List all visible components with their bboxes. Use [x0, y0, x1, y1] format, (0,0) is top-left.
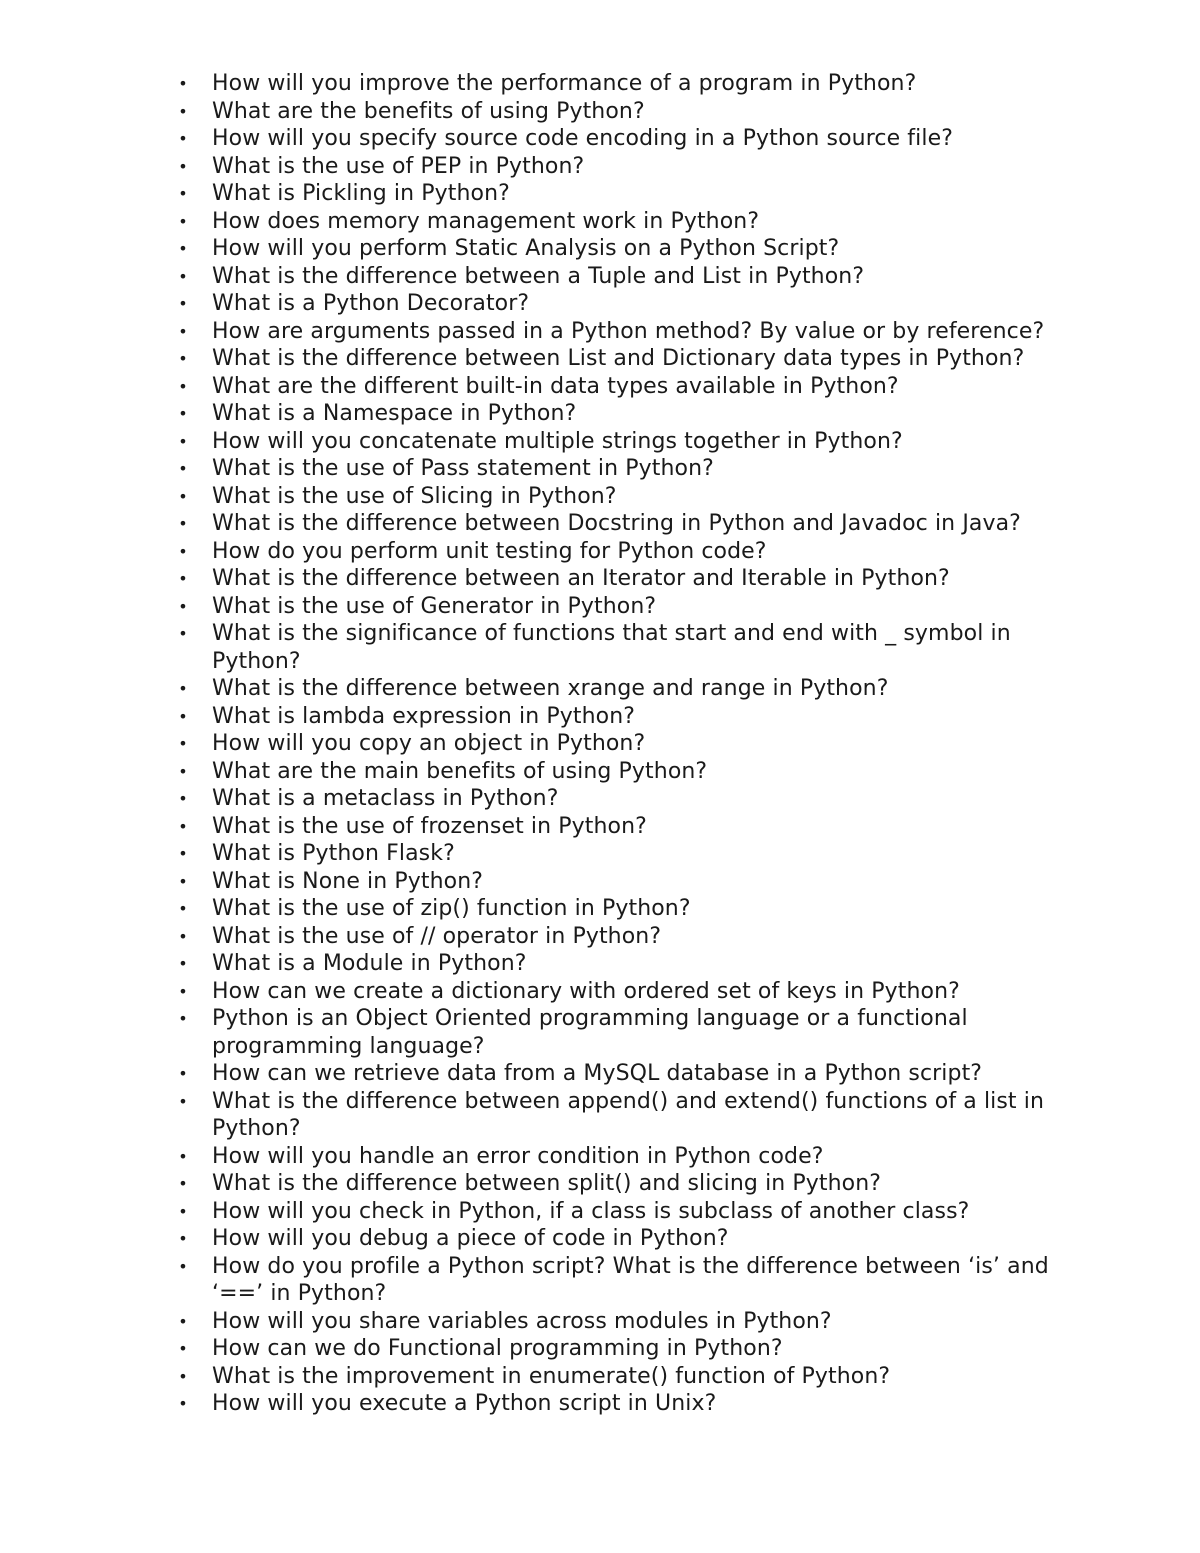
question-text: What is the difference between append() and extend() functions of a list in Python?: [212, 1088, 1045, 1141]
question-text: What is the improvement in enumerate() function of Python?: [212, 1363, 891, 1389]
question-text: What are the different built-in data types available in Python?: [212, 373, 899, 399]
bullet-icon: •: [178, 294, 188, 313]
list-item: [178, 1390, 1072, 1418]
question-text: What is a Module in Python?: [212, 951, 527, 976]
question-text: How will you specify source code encoding in a Python source file?: [212, 126, 953, 151]
bullet-icon: •: [178, 844, 188, 863]
question-text: How will you perform Static Analysis on a Python Script?: [212, 236, 840, 261]
question-text: What is the use of zip() function in Python?: [212, 896, 691, 921]
list-item: [178, 758, 1072, 786]
list-item: [178, 1143, 1072, 1171]
list-item: [178, 1198, 1072, 1226]
list-item: [178, 428, 1072, 456]
bullet-icon: •: [178, 129, 188, 148]
list-item: [178, 868, 1072, 896]
list-item: [178, 455, 1072, 483]
bullet-icon: •: [178, 1366, 188, 1386]
bullet-icon: •: [178, 321, 188, 341]
question-text: What is the difference between List and Dictionary data types in Python?: [212, 346, 1025, 371]
question-text: Python is an Object Oriented programming language or a functional programming language?: [212, 1006, 968, 1059]
bullet-icon: •: [178, 1201, 188, 1221]
question-text: What is the significance of functions that start and end with _ symbol in Python?: [212, 621, 1011, 674]
question-text: How does memory management work in Python?: [212, 208, 760, 234]
bullet-icon: •: [178, 266, 188, 286]
bullet-icon: •: [178, 816, 188, 836]
list-item: [178, 290, 1072, 318]
list-item: [178, 98, 1072, 126]
bullet-icon: •: [178, 514, 188, 533]
list-item: [178, 208, 1072, 236]
bullet-icon: •: [178, 1174, 188, 1193]
bullet-icon: •: [178, 1339, 188, 1358]
bullet-icon: •: [178, 789, 188, 808]
bullet-icon: •: [178, 569, 188, 588]
bullet-icon: •: [178, 211, 188, 231]
list-item: [178, 1335, 1072, 1363]
question-text: What is lambda expression in Python?: [212, 703, 636, 729]
list-item: [178, 538, 1072, 566]
question-text: How do you perform unit testing for Python code?: [212, 538, 767, 564]
question-text: What is a metaclass in Python?: [212, 786, 559, 811]
list-item: [178, 1225, 1072, 1253]
list-item: [178, 950, 1072, 978]
bullet-icon: •: [178, 184, 188, 203]
bullet-icon: •: [178, 926, 188, 946]
question-text: What is the difference between Docstring in Python and Javadoc in Java?: [212, 511, 1021, 536]
question-text: What is the use of Generator in Python?: [212, 593, 657, 619]
list-item: [178, 703, 1072, 731]
question-text: What is the use of PEP in Python?: [212, 153, 585, 179]
bullet-icon: •: [178, 624, 188, 643]
list-item: [178, 70, 1072, 98]
question-text: What is the use of Slicing in Python?: [212, 483, 617, 509]
list-item: [178, 483, 1072, 511]
list-item: [178, 730, 1072, 758]
question-text: How will you improve the performance of a program in Python?: [212, 71, 917, 96]
question-text: How do you profile a Python script? What is the difference between ‘is’ and ‘==’ in Python?: [212, 1253, 1049, 1306]
question-text: What is the use of frozenset in Python?: [212, 813, 647, 839]
list-item: [178, 180, 1072, 208]
list-item: [178, 400, 1072, 428]
question-text: What is the use of // operator in Python?: [212, 923, 662, 949]
question-text: What is a Python Decorator?: [212, 291, 530, 316]
question-text: How can we do Functional programming in Python?: [212, 1336, 783, 1361]
bullet-icon: •: [178, 981, 188, 1001]
bullet-icon: •: [178, 1064, 188, 1083]
question-text: How will you execute a Python script in Unix?: [212, 1391, 717, 1416]
bullet-icon: •: [178, 1256, 188, 1276]
question-text: How can we create a dictionary with ordered set of keys in Python?: [212, 978, 960, 1004]
question-text: What is a Namespace in Python?: [212, 401, 577, 426]
list-item: [178, 978, 1072, 1006]
bullet-icon: •: [178, 239, 188, 258]
list-item: [178, 923, 1072, 951]
bullet-icon: •: [178, 156, 188, 176]
list-item: [178, 620, 1072, 675]
list-item: [178, 565, 1072, 593]
bullet-icon: •: [178, 1146, 188, 1166]
list-item: [178, 345, 1072, 373]
list-item: [178, 675, 1072, 703]
question-text: How will you share variables across modules in Python?: [212, 1308, 832, 1334]
list-item: [178, 510, 1072, 538]
list-item: [178, 1088, 1072, 1143]
question-text: How will you concatenate multiple strings together in Python?: [212, 428, 903, 454]
question-text: What is None in Python?: [212, 868, 484, 894]
bullet-icon: •: [178, 596, 188, 616]
bullet-icon: •: [178, 459, 188, 478]
question-text: How can we retrieve data from a MySQL database in a Python script?: [212, 1061, 983, 1086]
bullet-icon: •: [178, 1311, 188, 1331]
question-text: What is Python Flask?: [212, 841, 455, 866]
list-item: [178, 813, 1072, 841]
question-text: What is Pickling in Python?: [212, 181, 510, 206]
question-list: [178, 70, 1072, 1418]
question-text: What is the difference between xrange and range in Python?: [212, 676, 889, 701]
list-item: [178, 318, 1072, 346]
question-text: How will you debug a piece of code in Python?: [212, 1226, 729, 1251]
list-item: [178, 1253, 1072, 1308]
list-item: [178, 1005, 1072, 1060]
list-item: [178, 895, 1072, 923]
list-item: [178, 1060, 1072, 1088]
list-item: [178, 263, 1072, 291]
list-item: [178, 1308, 1072, 1336]
bullet-icon: •: [178, 761, 188, 781]
question-text: What are the main benefits of using Python?: [212, 758, 708, 784]
list-item: [178, 153, 1072, 181]
question-text: How will you handle an error condition in Python code?: [212, 1143, 824, 1169]
bullet-icon: •: [178, 404, 188, 423]
question-text: What are the benefits of using Python?: [212, 98, 645, 124]
bullet-icon: •: [178, 431, 188, 451]
bullet-icon: •: [178, 1229, 188, 1248]
question-text: What is the difference between a Tuple and List in Python?: [212, 263, 865, 289]
question-text: How will you copy an object in Python?: [212, 731, 646, 756]
bullet-icon: •: [178, 541, 188, 561]
question-text: What is the use of Pass statement in Python?: [212, 456, 714, 481]
bullet-icon: •: [178, 74, 188, 93]
list-item: [178, 1170, 1072, 1198]
bullet-icon: •: [178, 376, 188, 396]
bullet-icon: •: [178, 1009, 188, 1028]
list-item: [178, 1363, 1072, 1391]
bullet-icon: •: [178, 954, 188, 973]
bullet-icon: •: [178, 734, 188, 753]
bullet-icon: •: [178, 486, 188, 506]
question-text: What is the difference between split() and slicing in Python?: [212, 1171, 882, 1196]
list-item: [178, 785, 1072, 813]
list-item: [178, 593, 1072, 621]
bullet-icon: •: [178, 871, 188, 891]
list-item: [178, 235, 1072, 263]
bullet-icon: •: [178, 101, 188, 121]
bullet-icon: •: [178, 706, 188, 726]
question-text: How are arguments passed in a Python method? By value or by reference?: [212, 318, 1045, 344]
list-item: [178, 373, 1072, 401]
question-text: What is the difference between an Iterator and Iterable in Python?: [212, 566, 950, 591]
bullet-icon: •: [178, 1394, 188, 1413]
list-item: [178, 125, 1072, 153]
bullet-icon: •: [178, 679, 188, 698]
question-text: How will you check in Python, if a class is subclass of another class?: [212, 1198, 970, 1224]
bullet-icon: •: [178, 1091, 188, 1111]
list-item: [178, 840, 1072, 868]
bullet-icon: •: [178, 899, 188, 918]
bullet-icon: •: [178, 349, 188, 368]
